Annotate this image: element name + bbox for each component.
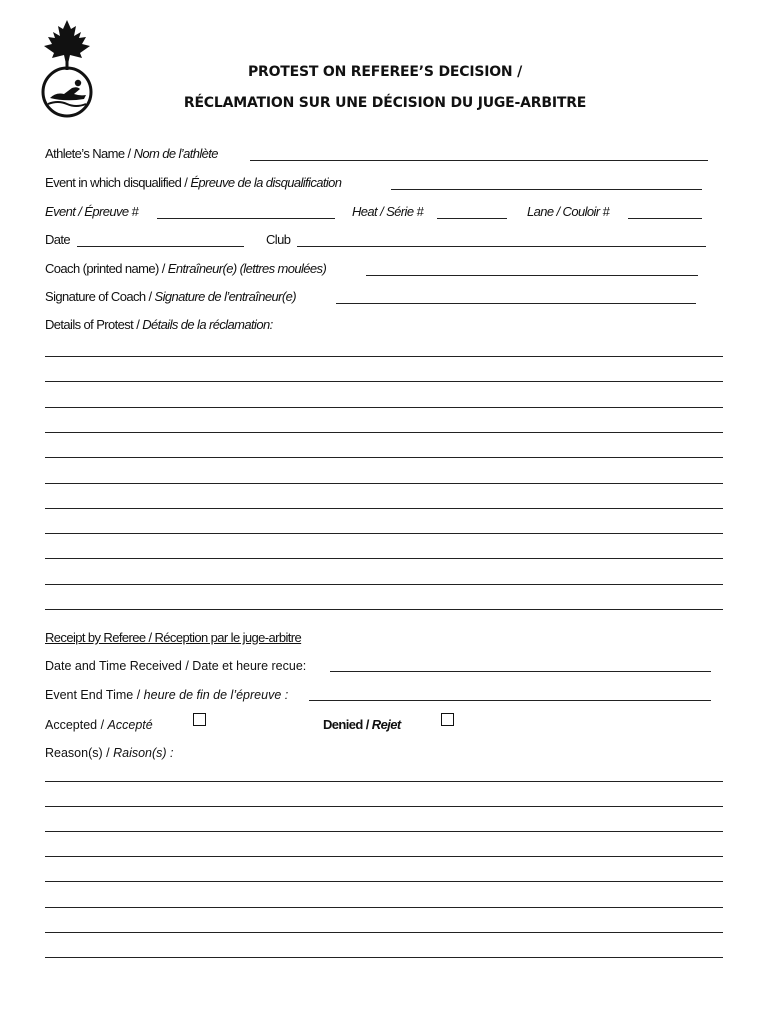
reasons-line[interactable] bbox=[45, 856, 723, 857]
denied-label bbox=[323, 717, 401, 733]
protest-details-line[interactable] bbox=[45, 356, 723, 357]
coach-signature-field[interactable] bbox=[336, 303, 696, 304]
heat-number-field[interactable] bbox=[437, 218, 507, 219]
reasons-line[interactable] bbox=[45, 831, 723, 832]
reasons-line[interactable] bbox=[45, 781, 723, 782]
coach-signature-label-fr: Signature de l’entraîneur(e) bbox=[154, 289, 296, 304]
form-title-english: PROTEST ON REFEREE’S DECISION / bbox=[247, 64, 523, 80]
denied-checkbox[interactable] bbox=[441, 713, 454, 726]
protest-details-line[interactable] bbox=[45, 432, 723, 433]
reasons-label-en: Reason(s) / bbox=[45, 746, 114, 760]
protest-details-line[interactable] bbox=[45, 381, 723, 382]
coach-name-label-fr: Entraîneur(e) (lettres moulées) bbox=[167, 261, 327, 276]
receipt-heading: Receipt by Referee / Réception par le juge-arbitre bbox=[45, 630, 302, 645]
event-number-label: Event / Épreuve # bbox=[45, 204, 139, 219]
form-title-french: RÉCLAMATION SUR UNE DÉCISION DU JUGE-ARBITRE bbox=[183, 95, 587, 111]
date-field[interactable] bbox=[77, 246, 244, 247]
event-end-time-label-en: Event End Time / bbox=[45, 688, 144, 702]
event-end-time-label bbox=[45, 687, 288, 703]
event-disqualified-label-en: Event in which disqualified / bbox=[45, 175, 191, 190]
accepted-label-en: Accepted / bbox=[45, 718, 108, 732]
club-field[interactable] bbox=[297, 246, 706, 247]
accepted-label-fr: Accepté bbox=[107, 718, 153, 732]
protest-details-label-en: Details of Protest / bbox=[45, 317, 143, 332]
accepted-label bbox=[45, 717, 153, 733]
date-label: Date bbox=[45, 232, 71, 247]
reasons-line[interactable] bbox=[45, 881, 723, 882]
reasons-line[interactable] bbox=[45, 907, 723, 908]
date-time-received-label: Date and Time Received / Date et heure recue: bbox=[45, 659, 307, 673]
protest-details-line[interactable] bbox=[45, 457, 723, 458]
protest-details-line[interactable] bbox=[45, 407, 723, 408]
event-disqualified-label bbox=[45, 175, 341, 191]
event-end-time-field[interactable] bbox=[309, 700, 711, 701]
reasons-label-fr: Raison(s) : bbox=[113, 746, 174, 760]
athlete-name-label-fr: Nom de l’athlète bbox=[133, 146, 218, 161]
coach-signature-label-en: Signature of Coach / bbox=[45, 289, 155, 304]
reasons-line[interactable] bbox=[45, 932, 723, 933]
protest-details-line[interactable] bbox=[45, 584, 723, 585]
protest-details-line[interactable] bbox=[45, 609, 723, 610]
protest-details-line[interactable] bbox=[45, 508, 723, 509]
reasons-line[interactable] bbox=[45, 806, 723, 807]
date-time-received-field[interactable] bbox=[330, 671, 711, 672]
athlete-name-field[interactable] bbox=[250, 160, 708, 161]
lane-number-field[interactable] bbox=[628, 218, 702, 219]
event-disqualified-field[interactable] bbox=[391, 189, 702, 190]
lane-number-label: Lane / Couloir # bbox=[527, 204, 610, 219]
heat-number-label: Heat / Série # bbox=[352, 204, 424, 219]
club-label: Club bbox=[266, 232, 291, 247]
athlete-name-label bbox=[45, 146, 218, 162]
athlete-name-label-en: Athlete’s Name / bbox=[45, 146, 134, 161]
coach-signature-label bbox=[45, 289, 296, 305]
denied-label-fr: Rejet bbox=[371, 717, 401, 732]
reasons-line[interactable] bbox=[45, 957, 723, 958]
protest-details-label-fr: Détails de la réclamation: bbox=[142, 317, 273, 332]
denied-label-en: Denied / bbox=[323, 717, 372, 732]
accepted-checkbox[interactable] bbox=[193, 713, 206, 726]
coach-name-label-en: Coach (printed name) / bbox=[45, 261, 168, 276]
protest-details-line[interactable] bbox=[45, 558, 723, 559]
coach-name-field[interactable] bbox=[366, 275, 698, 276]
event-disqualified-label-fr: Épreuve de la disqualification bbox=[190, 175, 342, 190]
protest-details-line[interactable] bbox=[45, 483, 723, 484]
event-number-field[interactable] bbox=[157, 218, 335, 219]
protest-details-line[interactable] bbox=[45, 533, 723, 534]
event-end-time-label-fr: heure de fin de l’épreuve : bbox=[143, 688, 289, 702]
coach-name-label bbox=[45, 261, 326, 277]
reasons-label bbox=[45, 745, 174, 761]
protest-details-label bbox=[45, 317, 273, 333]
